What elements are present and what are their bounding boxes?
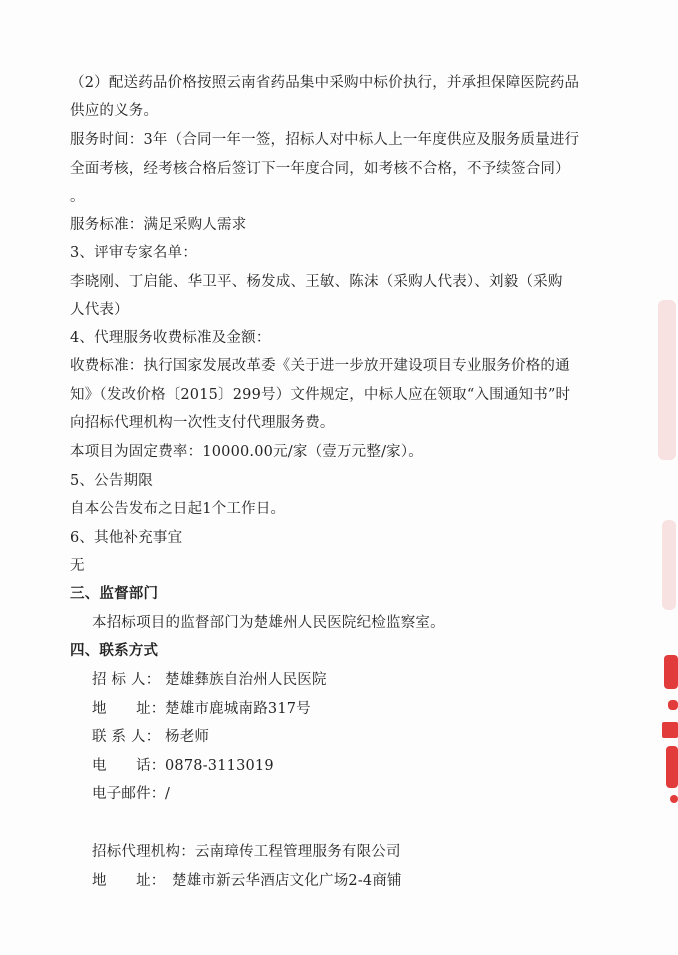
agency-value: 云南璋传工程管理服务有限公司: [194, 844, 401, 860]
contact-label: 电子邮件：: [92, 786, 166, 802]
supervision-body: 本招标项目的监督部门为楚雄州人民医院纪检监察室。: [92, 615, 445, 631]
contact-label: 招 标 人：: [92, 672, 161, 688]
agency-label: 地 址：: [92, 873, 166, 889]
text-line: 知》（发改价格〔2015〕299号）文件规定，中标人应在领取“入围通知书”时: [70, 387, 571, 403]
contact-row-person: [92, 727, 209, 747]
text-line: 收费标准：执行国家发展改革委《关于进一步放开建设项目专业服务价格的通: [70, 358, 570, 374]
agency-value: 楚雄市新云华酒店文化广场2-4商铺: [172, 873, 402, 889]
text-line: 本项目为固定费率：10000.00元/家（壹万元整/家）。: [70, 444, 424, 460]
text-line: 李晓刚、丁启能、华卫平、杨发成、王敏、陈沫（采购人代表）、刘毅（采购: [70, 274, 563, 290]
text-line: 3、评审专家名单：: [70, 245, 198, 261]
text-line: 供应的义务。: [70, 103, 159, 119]
section-heading-contact: 四、联系方式: [70, 643, 159, 659]
text-line: 自本公告发布之日起1个工作日。: [70, 501, 286, 517]
section-heading-supervision: 三、监督部门: [70, 586, 159, 602]
contact-label: 地 址：: [92, 701, 166, 717]
contact-row-phone: [92, 756, 274, 776]
contact-value: 楚雄市鹿城南路317号: [165, 701, 311, 717]
agency-row-name: [92, 842, 401, 862]
text-line: 5、公告期限: [70, 473, 153, 489]
text-line: （2）配送药品价格按照云南省药品集中采购中标价执行，并承担保障医院药品: [70, 75, 580, 91]
contact-row-bidder: [92, 670, 327, 690]
contact-value: /: [165, 786, 171, 802]
contact-label: 联 系 人：: [92, 729, 161, 745]
text-line: 人代表）: [70, 302, 129, 318]
contact-value: 楚雄彝族自治州人民医院: [165, 672, 327, 688]
text-line: 4、代理服务收费标准及金额：: [70, 330, 271, 346]
text-line: 6、其他补充事宜: [70, 530, 183, 546]
contact-value: 0878-3113019: [165, 758, 274, 774]
contact-row-email: [92, 784, 170, 804]
text-line: 向招标代理机构一次性支付代理服务费。: [70, 415, 335, 431]
text-line: 无: [70, 558, 85, 574]
contact-value: 杨老师: [165, 729, 210, 745]
agency-label: 招标代理机构：: [92, 844, 195, 860]
text-line: 。: [70, 189, 85, 205]
contact-label: 电 话：: [92, 758, 166, 774]
contact-row-address: [92, 699, 311, 719]
text-line: 全面考核，经考核合格后签订下一年度合同，如考核不合格，不予续签合同）: [70, 161, 570, 177]
agency-row-address: [92, 871, 402, 891]
text-line: 服务时间：3年（合同一年一签，招标人对中标人上一年度供应及服务质量进行: [70, 132, 580, 148]
text-line: 服务标准：满足采购人需求: [70, 217, 247, 233]
